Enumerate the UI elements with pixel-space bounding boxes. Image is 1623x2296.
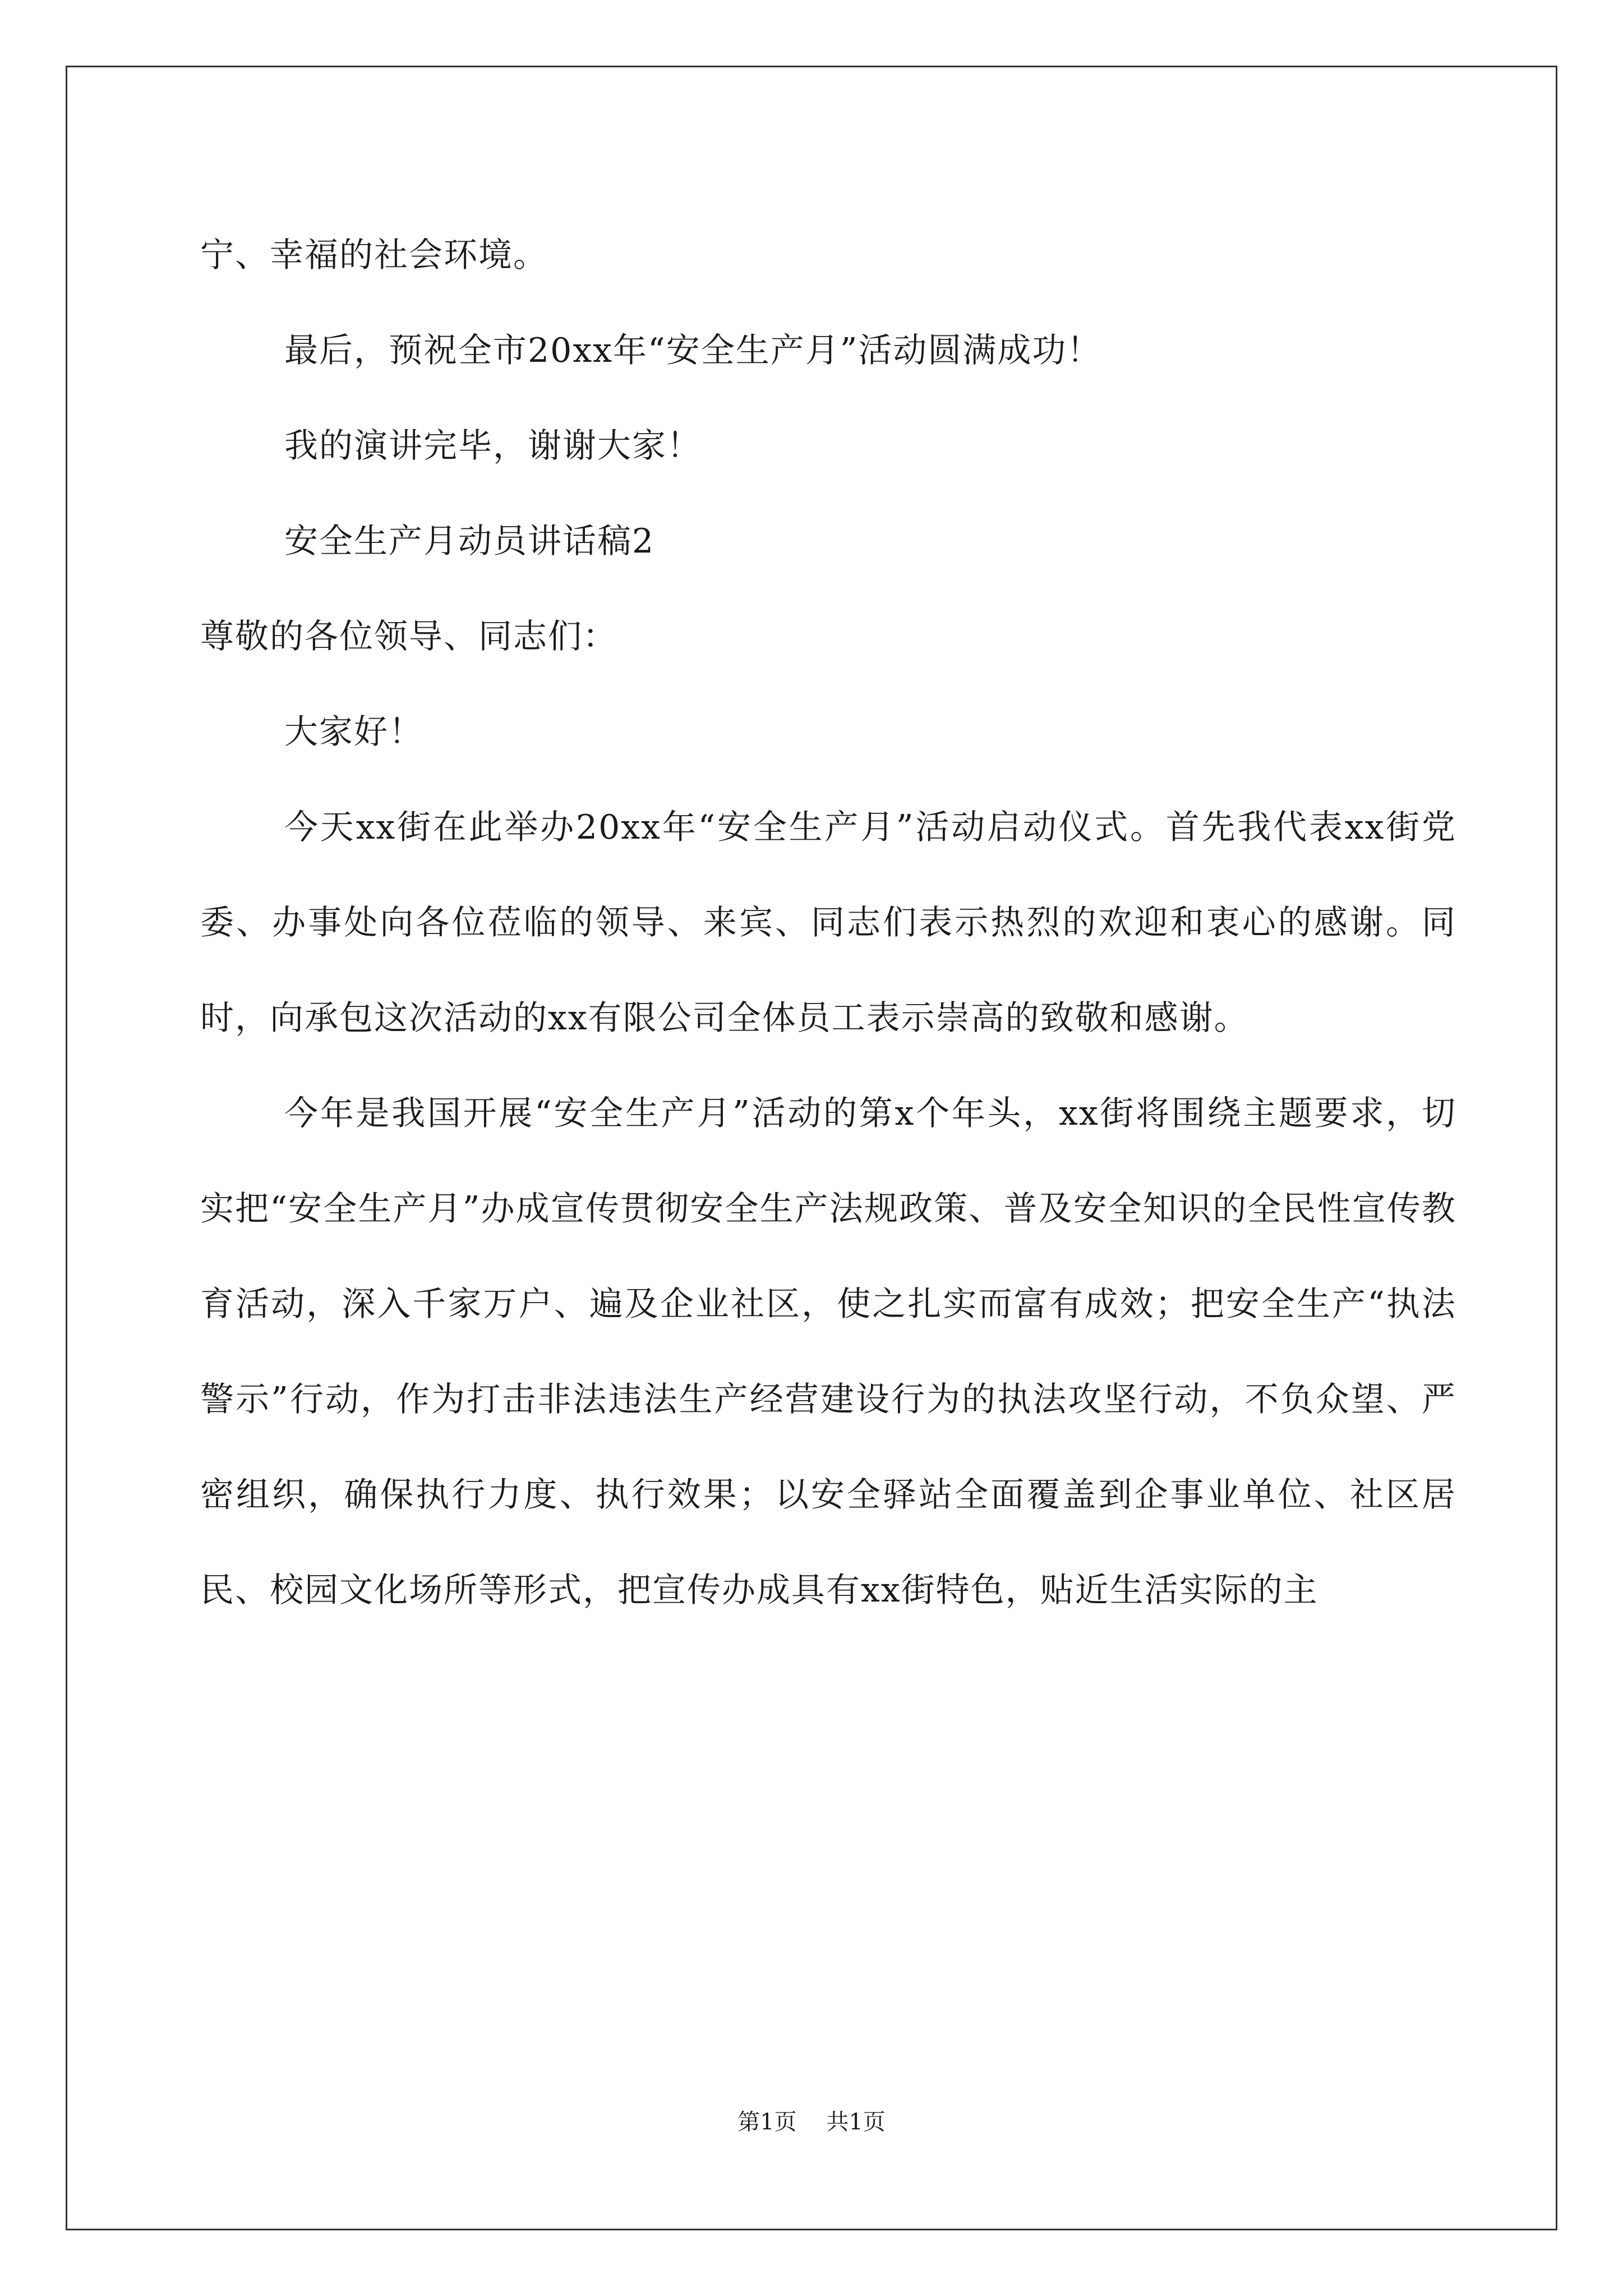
- paragraph: 宁、幸福的社会环境。: [200, 236, 548, 275]
- paragraph: 今年是我国开展“安全生产月”活动的第x个年头，xx街将围绕主题要求，切实把“安全生产月”办成宣传贯彻安全生产法规政策、普及安全知识的全民性宣传教育活动，深入千家万户、遍及企业社区，使之扎实而富有成效；把安全生产“执法警示”行动，作为打击非法违法生产经营建设行为的执法攻坚行动，不负众望、严密组织，确保执行力度、执行效果；以安全驿站全面覆盖到企事业单位、社区居民、校园文化场所等形式，把宣传办成具有xx街特色，贴近生活实际的主: [200, 1094, 1456, 1610]
- document-body: [200, 208, 1456, 1638]
- paragraph: 最后，预祝全市20xx年“安全生产月”活动圆满成功！: [284, 331, 1102, 370]
- section-heading: 安全生产月动员讲话稿2: [284, 522, 655, 561]
- page-footer: [0, 2108, 1623, 2136]
- paragraph: 我的演讲完毕，谢谢大家！: [284, 426, 702, 466]
- greeting: 大家好！: [284, 712, 423, 752]
- paragraph: 今天xx街在此举办20xx年“安全生产月”活动启动仪式。首先我代表xx街党委、办事处向各位莅临的领导、来宾、同志们表示热烈的欢迎和衷心的感谢。同时，向承包这次活动的xx有限公司全体员工表示崇高的致敬和感谢。: [200, 808, 1456, 1038]
- salutation: 尊敬的各位领导、同志们：: [200, 617, 617, 656]
- page-number: 第1页: [737, 2109, 797, 2135]
- page-total: 共1页: [826, 2109, 886, 2135]
